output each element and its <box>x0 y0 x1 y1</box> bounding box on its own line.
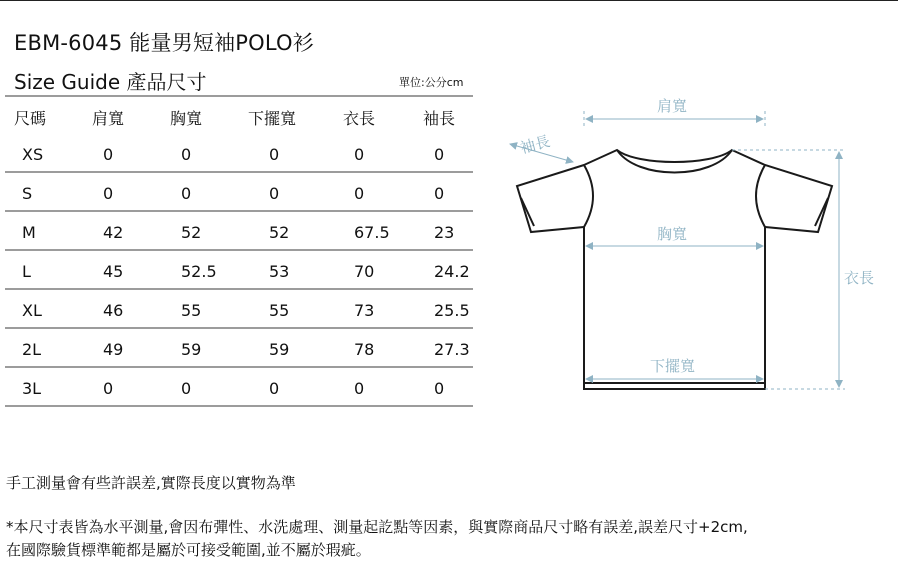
cell-shoulder: 0 <box>103 145 114 164</box>
cell-length: 73 <box>354 301 375 320</box>
cell-chest: 55 <box>181 301 202 320</box>
cell-shoulder: 46 <box>103 301 124 320</box>
cell-length: 78 <box>354 340 375 359</box>
cell-size: 3L <box>22 379 42 398</box>
measure-guides <box>510 111 845 389</box>
row-divider <box>5 405 473 407</box>
cell-size: L <box>22 262 31 281</box>
cell-size: 2L <box>22 340 42 359</box>
measurement-note: 手工測量會有些許誤差,實際長度以實物為準 <box>6 474 296 492</box>
cell-size: XL <box>22 301 42 320</box>
cell-hem: 53 <box>269 262 290 281</box>
cell-hem: 52 <box>269 223 290 242</box>
cell-chest: 0 <box>181 184 192 203</box>
cell-hem: 55 <box>269 301 290 320</box>
row-divider <box>5 327 473 329</box>
row-divider <box>5 366 473 368</box>
length-label: 衣長 <box>844 269 875 287</box>
size-guide-heading: Size Guide 產品尺寸 <box>14 70 207 94</box>
cell-length: 70 <box>354 262 375 281</box>
disclaimer-line-1: *本尺寸表皆為水平測量,會因布彈性、水洗處理、測量起訖點等因素，與實際商品尺寸略有誤差,誤差尺寸+2cm, <box>6 518 748 536</box>
cell-size: XS <box>22 145 44 164</box>
cell-shoulder: 0 <box>103 184 114 203</box>
disclaimer-line-2: 在國際驗貨標準範都是屬於可接受範圍,並不屬於瑕疵。 <box>6 541 371 559</box>
tshirt-diagram <box>500 88 898 408</box>
unit-label: 單位:公分cm <box>399 76 464 89</box>
cell-chest: 52.5 <box>181 262 217 281</box>
cell-shoulder: 45 <box>103 262 124 281</box>
sleeve-label: 袖長 <box>518 132 553 158</box>
cell-sleeve: 23 <box>434 223 455 242</box>
row-divider <box>5 210 473 212</box>
cell-sleeve: 0 <box>434 145 445 164</box>
header-sleeve: 袖長 <box>423 109 456 128</box>
cell-shoulder: 49 <box>103 340 124 359</box>
row-divider <box>5 249 473 251</box>
cell-hem: 0 <box>269 145 280 164</box>
cell-hem: 0 <box>269 379 280 398</box>
cell-sleeve: 25.5 <box>434 301 470 320</box>
header-shoulder: 肩寬 <box>92 109 125 128</box>
cell-shoulder: 0 <box>103 379 114 398</box>
product-title: EBM-6045 能量男短袖POLO衫 <box>14 31 314 55</box>
cell-size: M <box>22 223 36 242</box>
cell-length: 0 <box>354 379 365 398</box>
header-size: 尺碼 <box>14 109 47 128</box>
row-divider <box>5 288 473 290</box>
cell-chest: 0 <box>181 379 192 398</box>
shoulder-label: 肩寬 <box>657 97 688 115</box>
cell-sleeve: 0 <box>434 184 445 203</box>
cell-hem: 59 <box>269 340 290 359</box>
table-top-rule <box>5 95 473 97</box>
row-divider <box>5 171 473 173</box>
cell-chest: 59 <box>181 340 202 359</box>
cell-chest: 0 <box>181 145 192 164</box>
cell-hem: 0 <box>269 184 280 203</box>
header-chest: 胸寬 <box>170 109 203 128</box>
cell-length: 0 <box>354 184 365 203</box>
cell-size: S <box>22 184 33 203</box>
header-hem: 下擺寬 <box>248 109 297 128</box>
cell-sleeve: 27.3 <box>434 340 470 359</box>
cell-sleeve: 0 <box>434 379 445 398</box>
disclaimer-note <box>6 516 748 562</box>
cell-length: 0 <box>354 145 365 164</box>
hem-label: 下擺寬 <box>650 357 696 375</box>
cell-sleeve: 24.2 <box>434 262 470 281</box>
chest-label: 胸寬 <box>657 225 688 243</box>
cell-shoulder: 42 <box>103 223 124 242</box>
tshirt-outline <box>517 150 832 389</box>
top-border <box>0 0 898 1</box>
cell-length: 67.5 <box>354 223 390 242</box>
header-length: 衣長 <box>343 109 376 128</box>
cell-chest: 52 <box>181 223 202 242</box>
